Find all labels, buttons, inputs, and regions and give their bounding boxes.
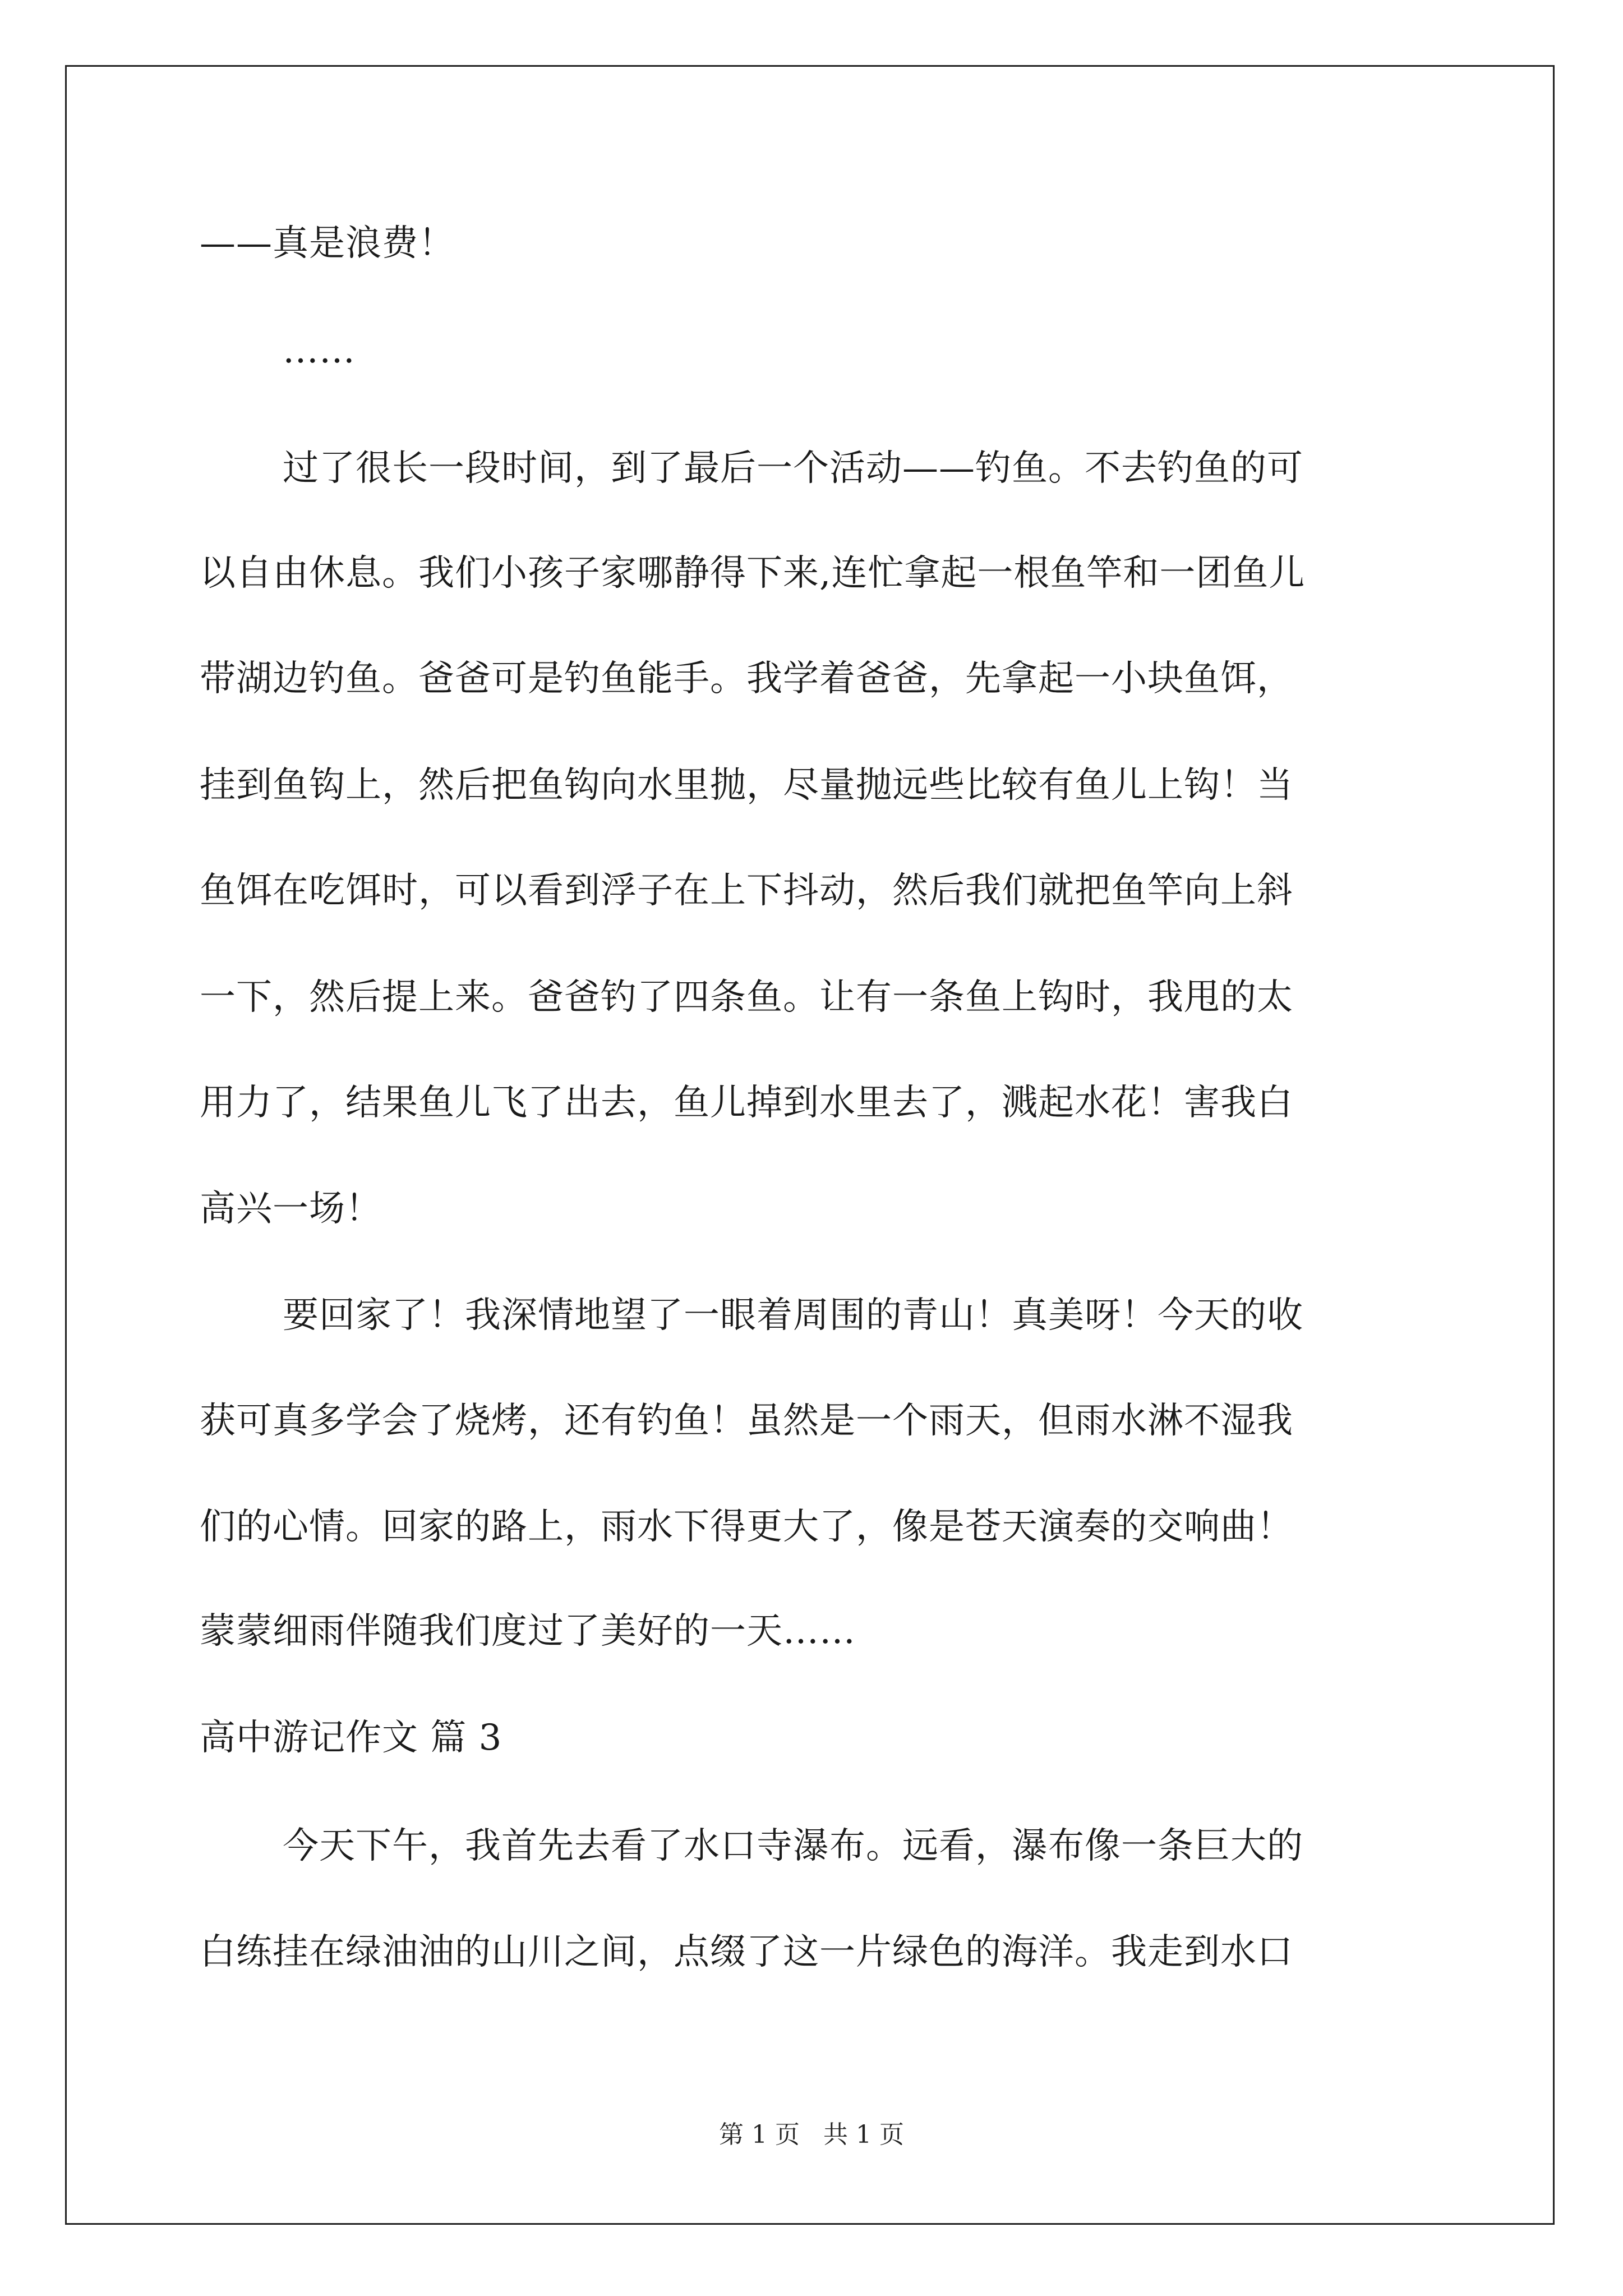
page-number-footer: 第 1 页 共 1 页	[719, 2120, 904, 2149]
paragraph-line: 要回家了！我深情地望了一眼着周围的青山！真美呀！今天的收	[283, 1295, 1303, 1336]
paragraph-line: 过了很长一段时间，到了最后一个活动——钓鱼。不去钓鱼的可	[283, 448, 1303, 489]
paragraph-line: 获可真多学会了烧烤，还有钓鱼！虽然是一个雨天，但雨水淋不湿我	[200, 1400, 1293, 1442]
paragraph-line: 们的心情。回家的路上，雨水下得更大了，像是苍天演奏的交响曲！	[200, 1506, 1293, 1548]
page-border	[65, 65, 1555, 2225]
paragraph-line: 鱼饵在吃饵时，可以看到浮子在上下抖动，然后我们就把鱼竿向上斜	[200, 870, 1293, 912]
paragraph-line: 一下，然后提上来。爸爸钓了四条鱼。让有一条鱼上钩时，我甩的太	[200, 977, 1293, 1018]
paragraph-line: 白练挂在绿油油的山川之间，点缀了这一片绿色的海洋。我走到水口	[200, 1931, 1293, 1973]
text-line: ——真是浪费！	[200, 223, 455, 264]
section-heading: 高中游记作文 篇 3	[200, 1717, 502, 1759]
paragraph-line: 挂到鱼钩上，然后把鱼钩向水里抛，尽量抛远些比较有鱼儿上钩！当	[200, 765, 1293, 806]
paragraph-line: 以自由休息。我们小孩子家哪静得下来,连忙拿起一根鱼竿和一团鱼儿	[200, 553, 1306, 594]
paragraph-line: 今天下午，我首先去看了水口寺瀑布。远看，瀑布像一条巨大的	[283, 1825, 1303, 1867]
ellipsis-line: ……	[283, 330, 356, 371]
paragraph-line: 带湖边钓鱼。爸爸可是钓鱼能手。我学着爸爸，先拿起一小块鱼饵，	[200, 658, 1293, 700]
paragraph-line: 用力了，结果鱼儿飞了出去，鱼儿掉到水里去了，溅起水花！害我白	[200, 1082, 1293, 1124]
paragraph-line: 蒙蒙细雨伴随我们度过了美好的一天……	[200, 1611, 856, 1652]
paragraph-line: 高兴一场！	[200, 1188, 382, 1230]
